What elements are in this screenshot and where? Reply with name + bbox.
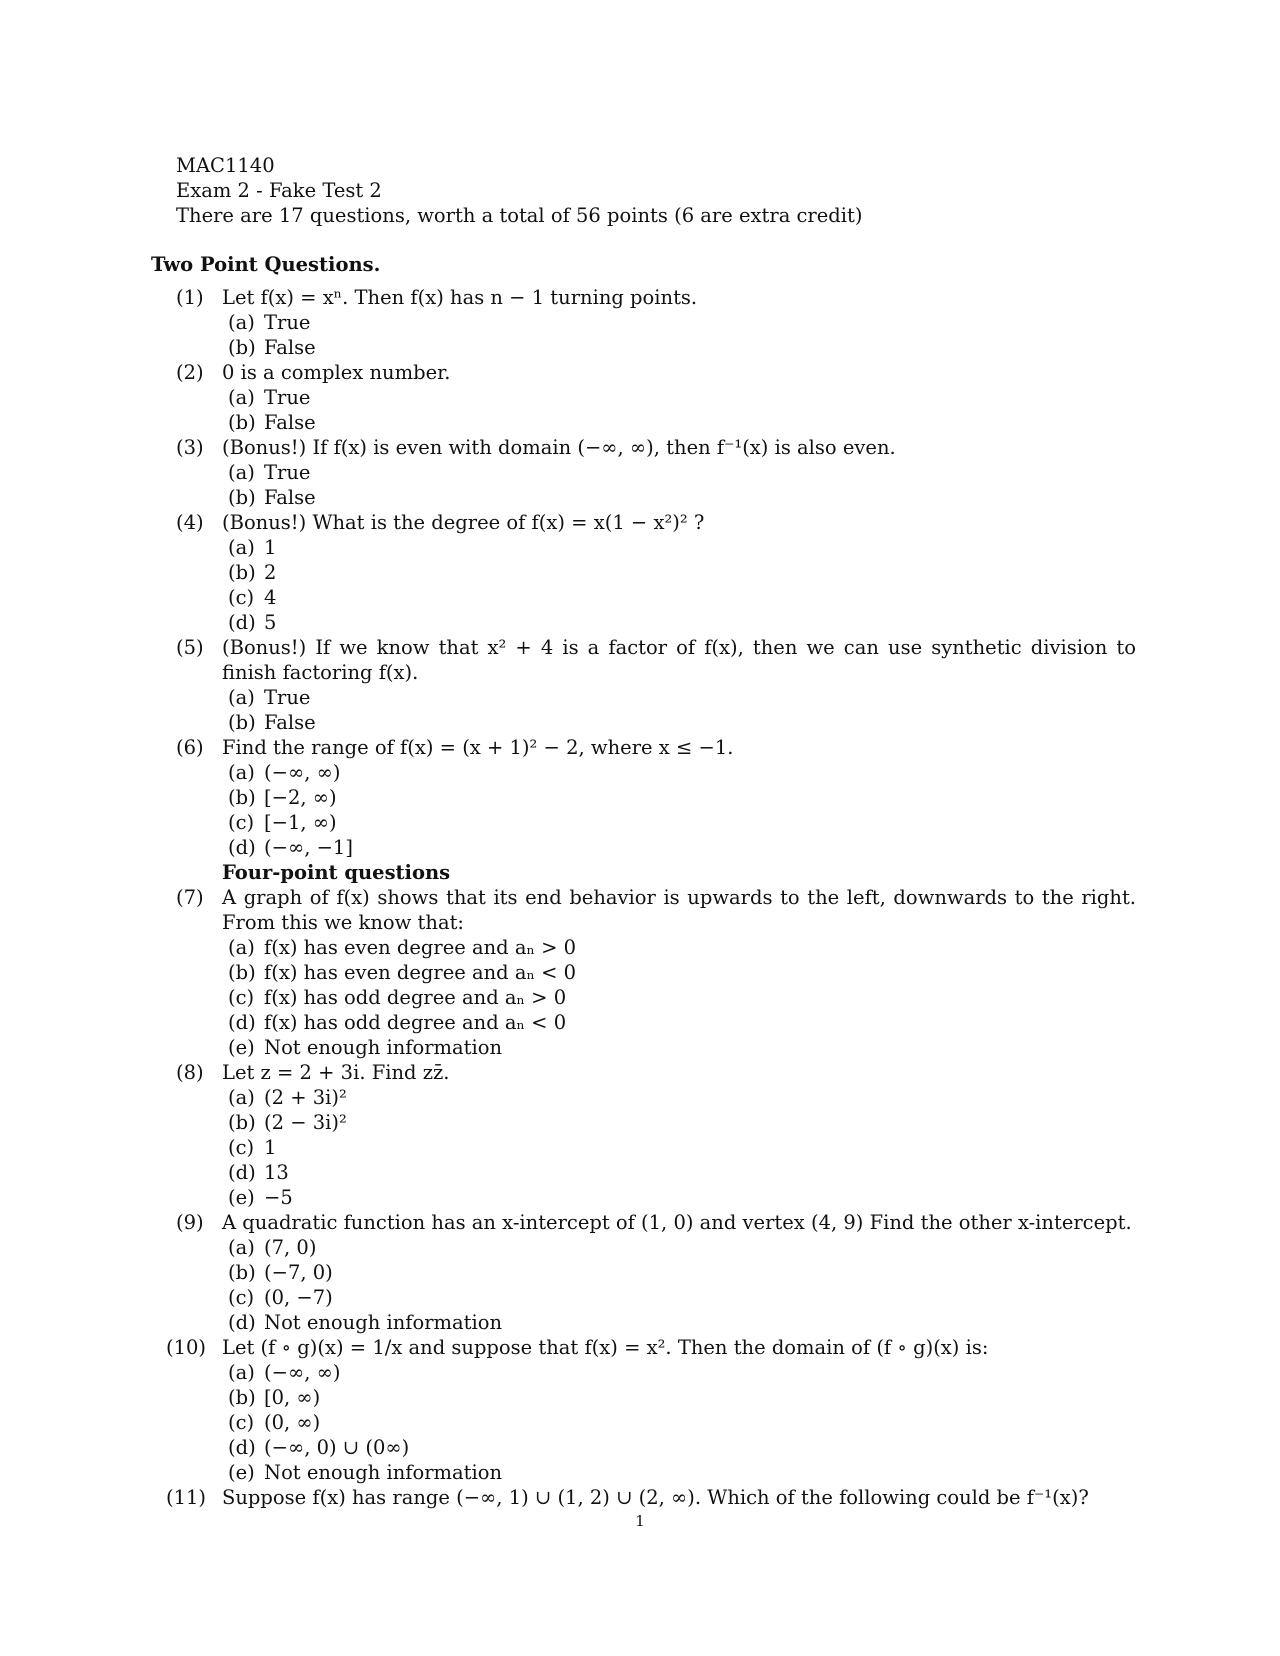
course-code: MAC1140 [176,154,275,177]
answer-choice [222,1035,1136,1060]
answer-choice [222,485,1136,510]
choice-text: Not enough information [264,1036,503,1059]
answer-choice [222,410,1136,435]
question-item [176,435,1136,510]
choice-label: (a) [228,761,255,784]
question-number: (4) [176,511,204,534]
question-text: Let (f ∘ g)(x) = 1/x and suppose that f(x) = x². Then the domain of (f ∘ g)(x) is: [222,1336,989,1359]
question-item [176,735,1136,860]
choice-label: (d) [228,611,256,634]
question-number: (9) [176,1211,204,1234]
question-number: (6) [176,736,204,759]
answer-choice [222,1285,1136,1310]
choice-label: (c) [228,586,255,609]
choice-text: False [264,336,316,359]
choice-text: Not enough information [264,1461,503,1484]
answer-choice [222,310,1136,335]
answer-choice [222,1085,1136,1110]
choice-label: (c) [228,1136,255,1159]
answer-choice [222,1260,1136,1285]
choice-label: (e) [228,1461,255,1484]
choice-text: True [264,311,311,334]
choice-text: 1 [264,1136,277,1159]
choice-text: 1 [264,536,277,559]
answer-choice [222,760,1136,785]
answer-choice [222,810,1136,835]
question-item [176,285,1136,360]
answer-choice [222,585,1136,610]
answer-choice [222,1435,1136,1460]
choice-label: (d) [228,1311,256,1334]
choice-label: (c) [228,1286,255,1309]
choice-label: (d) [228,1161,256,1184]
choice-text: True [264,386,311,409]
answer-choice [222,1235,1136,1260]
page-number: 1 [635,1512,645,1530]
exam-summary: There are 17 questions, worth a total of 56 points (6 are extra credit) [176,204,863,227]
choice-text: −5 [264,1186,293,1209]
choice-label: (a) [228,536,255,559]
answer-choice [222,1360,1136,1385]
answer-choice [222,1135,1136,1160]
choice-text: (0, −7) [264,1286,333,1309]
choice-text: (−∞, ∞) [264,1361,341,1384]
choice-text: f(x) has even degree and aₙ > 0 [264,936,577,959]
question-text: (Bonus!) If f(x) is even with domain (−∞, ∞), then f⁻¹(x) is also even. [222,436,896,459]
answer-choice [222,1160,1136,1185]
answer-choice [222,710,1136,735]
question-item [166,1335,1136,1485]
choice-text: 2 [264,561,277,584]
answer-choice [222,960,1136,985]
question-number: (8) [176,1061,204,1084]
choice-text: True [264,461,311,484]
answer-choice [222,1110,1136,1135]
question-item [176,510,1136,635]
choice-label: (b) [228,561,256,584]
question-number: (11) [166,1486,207,1509]
choice-text: [0, ∞) [264,1386,321,1409]
question-item [176,635,1136,735]
choice-text: 13 [264,1161,289,1184]
question-number: (3) [176,436,204,459]
choice-text: 5 [264,611,277,634]
answer-choice [222,935,1136,960]
choice-label: (a) [228,1236,255,1259]
choice-text: (7, 0) [264,1236,317,1259]
choice-label: (b) [228,1261,256,1284]
answer-choice [222,835,1136,860]
choice-text: (−7, 0) [264,1261,333,1284]
question-number: (5) [176,636,204,659]
question-text: (Bonus!) What is the degree of f(x) = x(1 − x²)² ? [222,511,705,534]
choice-label: (a) [228,311,255,334]
choice-text: f(x) has odd degree and aₙ > 0 [264,986,567,1009]
choice-text: (−∞, 0) ∪ (0∞) [264,1436,410,1459]
answer-choice [222,1460,1136,1485]
answer-choice [222,385,1136,410]
exam-header [176,153,862,228]
choice-label: (b) [228,711,256,734]
choice-label: (b) [228,961,256,984]
answer-choice [222,1310,1136,1335]
answer-choice [222,1185,1136,1210]
answer-choice [222,785,1136,810]
choice-label: (b) [228,1111,256,1134]
answer-choice [222,985,1136,1010]
answer-choice [222,685,1136,710]
question-text: 0 is a complex number. [222,361,451,384]
question-text: Find the range of f(x) = (x + 1)² − 2, where x ≤ −1. [222,736,734,759]
choice-label: (a) [228,686,255,709]
choice-label: (b) [228,786,256,809]
choice-text: [−2, ∞) [264,786,337,809]
choice-label: (d) [228,836,256,859]
answer-choice [222,335,1136,360]
choice-text: (2 + 3i)² [264,1086,347,1109]
choice-label: (d) [228,1011,256,1034]
question-number: (1) [176,286,204,309]
choice-label: (b) [228,336,256,359]
question-text: A graph of f(x) shows that its end behavior is upwards to the left, downwards to the right. From this we know that: [222,886,1136,934]
answer-choice [222,1385,1136,1410]
question-item [176,885,1136,1060]
choice-text: False [264,411,316,434]
choice-label: (c) [228,811,255,834]
section-title: Two Point Questions. [151,253,381,276]
question-text: Let z = 2 + 3i. Find zz̄. [222,1061,450,1084]
choice-label: (c) [228,1411,255,1434]
question-list [166,285,1136,1510]
exam-title: Exam 2 - Fake Test 2 [176,179,382,202]
question-number: (2) [176,361,204,384]
answer-choice [222,1410,1136,1435]
question-text: Suppose f(x) has range (−∞, 1) ∪ (1, 2) ∪ (2, ∞). Which of the following could be f⁻¹(x)? [222,1486,1089,1509]
choice-text: True [264,686,311,709]
choice-label: (a) [228,386,255,409]
choice-label: (b) [228,1386,256,1409]
question-text: (Bonus!) If we know that x² + 4 is a factor of f(x), then we can use synthetic division to finish factoring f(x). [222,636,1136,684]
question-item [176,360,1136,435]
question-item [166,1485,1136,1510]
choice-text: False [264,711,316,734]
question-text: A quadratic function has an x-intercept of (1, 0) and vertex (4, 9) Find the other x-intercept. [222,1211,1132,1234]
choice-text: False [264,486,316,509]
answer-choice [222,610,1136,635]
question-text: Let f(x) = xⁿ. Then f(x) has n − 1 turning points. [222,286,698,309]
choice-text: (−∞, −1] [264,836,353,859]
question-item [176,1210,1136,1335]
choice-text: f(x) has odd degree and aₙ < 0 [264,1011,567,1034]
choice-text: (0, ∞) [264,1411,321,1434]
choice-text: (2 − 3i)² [264,1111,347,1134]
answer-choice [222,460,1136,485]
choice-label: (a) [228,936,255,959]
subsection-title: Four-point questions [222,861,451,884]
choice-label: (b) [228,486,256,509]
question-item [176,1060,1136,1210]
answer-choice [222,1010,1136,1035]
choice-text: (−∞, ∞) [264,761,341,784]
choice-label: (a) [228,461,255,484]
choice-label: (c) [228,986,255,1009]
question-number: (7) [176,886,204,909]
answer-choice [222,535,1136,560]
choice-text: [−1, ∞) [264,811,337,834]
choice-label: (e) [228,1186,255,1209]
choice-text: Not enough information [264,1311,503,1334]
choice-text: 4 [264,586,277,609]
choice-label: (e) [228,1036,255,1059]
choice-label: (a) [228,1086,255,1109]
choice-text: f(x) has even degree and aₙ < 0 [264,961,577,984]
choice-label: (a) [228,1361,255,1384]
question-number: (10) [166,1336,207,1359]
choice-label: (d) [228,1436,256,1459]
choice-label: (b) [228,411,256,434]
answer-choice [222,560,1136,585]
